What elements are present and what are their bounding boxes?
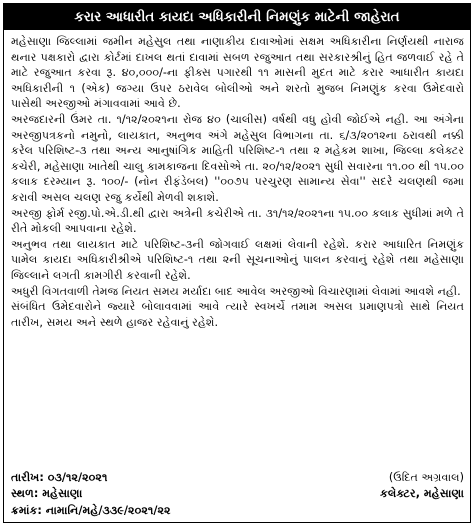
paragraph-qualification: અનુભવ તથા લાયકાત માટે પરિશિષ્ટ-૩ની જોગવાઈ લક્ષમાં લેવાની રહેશે. કરાર આધારિત નિમણુંક પામેલ કાયદા અધિકારીશ્રીએ પરિશિષ્ટ-૧ તથા ૨ની સૂચનાઓનું પાલન કરવાનું રહેશે તથા મહેસાણા જિલ્લાને લગતી કામગીરી કરવાની રહેશે. bbox=[11, 237, 464, 282]
advertisement-notice bbox=[3, 3, 471, 523]
paragraph-submission: અરજી ફોર્મ રજી.પો.એ.ડી.થી દ્વારા અત્રેની કચેરીએ તા. ૩૧/૧૨/૨૦૨૧ના ૧૫.૦૦ કલાક સુધીમાં મળે તે રીતે મોકલી આપવાના રહેશે. bbox=[11, 206, 464, 236]
signatory-name: (ઉદિત અગ્રવાલ) bbox=[388, 470, 464, 484]
notice-date: તારીખ: ૦૩/૧૨/૨૦૨૧ bbox=[11, 470, 108, 484]
notice-reference-number: ક્રમાંક: નામાનિ/મહે/૩૩૯/૨૦૨૧/૨૨ bbox=[11, 503, 171, 517]
paragraph-incomplete: અધુરી વિગતવાળી તેમજ નિયત સમય મર્યાદા બાદ આવેલ અરજીઓ વિચારણામાં લેવામાં આવશે નહી. bbox=[11, 284, 461, 298]
paragraph-eligibility: અરજદારની ઉંમર તા. ૧/૧૨/૨૦૨૧ના રોજ ૪૦ (ચાલીસ) વર્ષથી વધુ હોવી જોઈએ નહી. આ અંગેના અરજીપત્રકનો નમુનો, લાયકાત, અનુભવ અંગે મહેસુલ વિભાગના તા. ૬/૩/૨૦૧૨ના ઠરાવથી નક્કી કરેલ પરિશિષ્ટ-૩ તથા અન્ય આનુષાંગિક માહિતી પરિશિષ્ટ-૧ તથા ૨ મહેકમ શાખા, જિલ્લા કલેક્ટર કચેરી, મહેસાણા ખાતેથી ચાલુ કામકાજના દિવસોએ તા. ૨૦/૧૨/૨૦૨૧ સુધી સવારના ૧૧.૦૦ થી ૧૫.૦૦ કલાક દરમ્યાન રૂ. ૧૦૦/- (નોન રીફંડેબલ) ''૦૦૭૫ પરચુરણ સામાન્ય સેવા'' સદરે ચલણથી જમા કરાવી અસલ ચલણ રજુ કર્યેથી મેળવી શકાશે. bbox=[11, 112, 464, 204]
notice-title: કરાર આધારીત કાયદા અધિકારીની નિમણુંક માટેની જાહેરાત bbox=[4, 4, 470, 30]
notice-body bbox=[4, 30, 470, 330]
notice-footer bbox=[11, 470, 464, 520]
signatory-designation: કલેક્ટર, મહેસાણા bbox=[380, 487, 464, 500]
notice-place: સ્થળ: મહેસાણા bbox=[11, 487, 83, 500]
paragraph-interview: સંબંધિત ઉમેદવારોને જ્યારે બોલાવવામાં આવે ત્યારે સ્વખર્ચે તમામ અસલ પ્રમાણપત્રો સાથે નિયત તારીખ, સમય અને સ્થળે હાજર રહેવાનું રહેશે. bbox=[11, 300, 464, 329]
paragraph-intro: મહેસાણા જિલ્લામાં જમીન મહેસુલ તથા નાણાકીય દાવાઓમાં સક્ષમ અધિકારીના નિર્ણયથી નારાજ થનાર પક્ષકારો દ્વારા કોર્ટમાં દાખલ થતાં દાવામાં સબળ રજુઆત તથા સરકારશ્રીનું હિત જળવાઈ રહે તે માટે રજુઆત કરવા રૂ. ૪૦,૦૦૦/-ના ફીક્સ પગારથી ૧૧ માસની મુદત માટે કરાર આધારીત કાયદા અધિકારીની ૧ (એક) જગ્યા ઉપર ઠરાવેલ બોલીઓ અને શરતો મુજબ નિમણુંક કરવા ઉમેદવારો પાસેથી અરજીઓ મંગાવવામાં આવે છે. bbox=[11, 35, 464, 111]
